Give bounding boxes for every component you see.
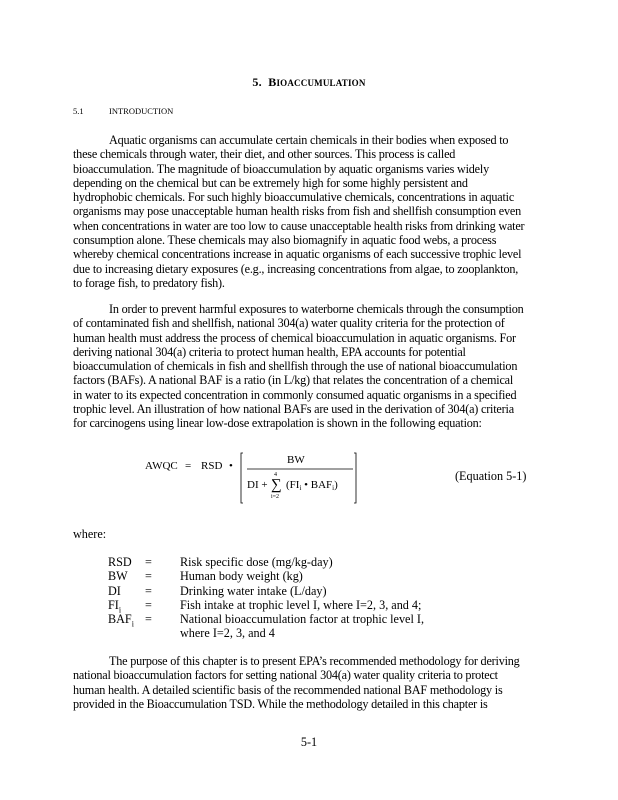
chapter-title-rest: IOACCUMULATION (276, 78, 366, 88)
definition-description: Drinking water intake (L/day) (180, 583, 327, 598)
paragraph-introduction (73, 133, 573, 290)
text-line: bioaccumulation. The magnitude of bioaccumulation by aquatic organisms varies widely (73, 161, 489, 176)
text-line: for carcinogens using linear low-dose extrapolation is shown in the following equation: (73, 416, 482, 431)
text-line: deriving national 304(a) criteria to protect human health, EPA accounts for potential (73, 344, 466, 359)
equation-times: • (229, 460, 233, 472)
definition-description: Fish intake at trophic level I, where I=2, 3, and 4; (180, 597, 422, 612)
definition-list (108, 555, 528, 641)
definition-term-subscript: i (131, 619, 134, 629)
equation-graphic (145, 449, 375, 507)
chapter-title-initial: B (268, 75, 277, 89)
equation-term-baf: • BAF (301, 479, 333, 491)
text-line: The purpose of this chapter is to present EPA’s recommended methodology for deriving (109, 654, 520, 668)
definition-equals: = (145, 569, 152, 584)
text-line: of contaminated fish and shellfish, national 304(a) water quality criteria for the protection of (73, 316, 505, 331)
definition-term-subscript: i (118, 605, 122, 615)
equation-sub-i: i (332, 484, 335, 492)
text-line: national bioaccumulation factors for setting national 304(a) water quality criteria to protect (73, 668, 498, 683)
equation-numerator: BW (287, 454, 305, 466)
definition-term: DI (108, 583, 121, 598)
text-line: these chemicals through water, their diet, and other sources. This process is called (73, 147, 456, 162)
text-line: consumption alone. These chemicals may also biomagnify in aquatic food webs, a process (73, 233, 497, 248)
right-bracket (354, 453, 356, 503)
text-line: bioaccumulation of chemicals in fish and shellfish through the use of national bioaccumulation (73, 359, 518, 374)
equation-lhs: AWQC (145, 460, 178, 472)
definition-term: BW (108, 569, 128, 584)
definition-continuation: where I=2, 3, and 4 (180, 626, 275, 641)
text-line: hydrophobic chemicals. For such highly bioaccumulative chemicals, concentrations in aquatic (73, 190, 515, 205)
paragraph-criteria (73, 302, 573, 431)
text-line: depending on the chemical but can be extremely high for some highly persistent and (73, 175, 468, 190)
chapter-title (0, 75, 618, 90)
definition-equals: = (145, 555, 152, 569)
text-line: Aquatic organisms can accumulate certain chemicals in their bodies when exposed to (109, 133, 509, 147)
section-title: INTRODUCTION (109, 106, 174, 116)
where-label: where: (73, 527, 107, 541)
definition-description: National bioaccumulation factor at trophic level I, (180, 612, 424, 627)
equation-5-1 (145, 449, 375, 507)
definition-row-continuation (108, 626, 528, 640)
text-line: factors (BAFs). A national BAF is a ratio (in L/kg) that relates the concentration of a chemical (73, 373, 514, 388)
section-number: 5.1 (73, 106, 84, 116)
text-line: human health must address the process of chemical bioaccumulation in aquatic organisms. For (73, 330, 516, 345)
definition-row (108, 569, 528, 583)
text-line: to forage fish, to predatory fish). (73, 275, 225, 290)
text-line: when concentrations in water are too low to cause unacceptable health risks from drinking water (73, 218, 525, 233)
text-line: in water to its expected concentration in commonly consumed aquatic organisms in a specified (73, 387, 517, 402)
equation-sigma-sup: 4 (274, 472, 277, 478)
equation-equals: = (185, 460, 192, 472)
equation-sub-i: i (299, 484, 302, 492)
definition-row (108, 597, 528, 615)
left-bracket (241, 453, 243, 503)
definition-equals: = (145, 583, 152, 598)
equation-denominator-start: DI + (247, 479, 268, 491)
definition-row (108, 612, 528, 629)
text-line: organisms may pose unacceptable human health risks from fish and shellfish consumption even (73, 204, 521, 219)
page-number: 5-1 (300, 735, 318, 749)
definition-row (108, 555, 528, 569)
text-line: whereby chemical concentrations increase in aquatic organisms of each successive trophic level (73, 247, 522, 262)
definition-description: Risk specific dose (mg/kg-day) (180, 555, 333, 569)
equation-rsd: RSD (201, 460, 223, 472)
definition-description: Human body weight (kg) (180, 569, 303, 584)
text-line: trophic level. An illustration of how national BAFs are used in the derivation of 304(a) criteria (73, 402, 514, 417)
text-line: provided in the Bioaccumulation TSD. While the methodology detailed in this chapter is (73, 696, 488, 711)
equation-sigma: ∑ (271, 477, 282, 493)
definition-term: RSD (108, 555, 132, 569)
definition-term-text: FI (108, 597, 119, 612)
definition-term-text: BAF (108, 612, 132, 627)
equation-term-close: ) (334, 479, 338, 491)
definition-equals: = (145, 597, 152, 612)
text-line: In order to prevent harmful exposures to waterborne chemicals through the consumption (109, 302, 524, 316)
definition-row (108, 584, 528, 598)
text-line: due to increasing dietary exposures (e.g., increasing concentrations from algae, to zooplankton, (73, 261, 519, 276)
equation-label: (Equation 5-1) (455, 469, 527, 483)
definition-equals: = (145, 612, 152, 627)
section-heading (73, 106, 173, 116)
chapter-number: 5. (252, 75, 262, 89)
equation-term (286, 479, 338, 492)
equation-term-fi: (FI (286, 479, 300, 491)
equation-sigma-sub: i=2 (271, 494, 280, 500)
paragraph-purpose (73, 654, 573, 711)
text-line: human health. A detailed scientific basis of the recommended national BAF methodology is (73, 682, 503, 697)
